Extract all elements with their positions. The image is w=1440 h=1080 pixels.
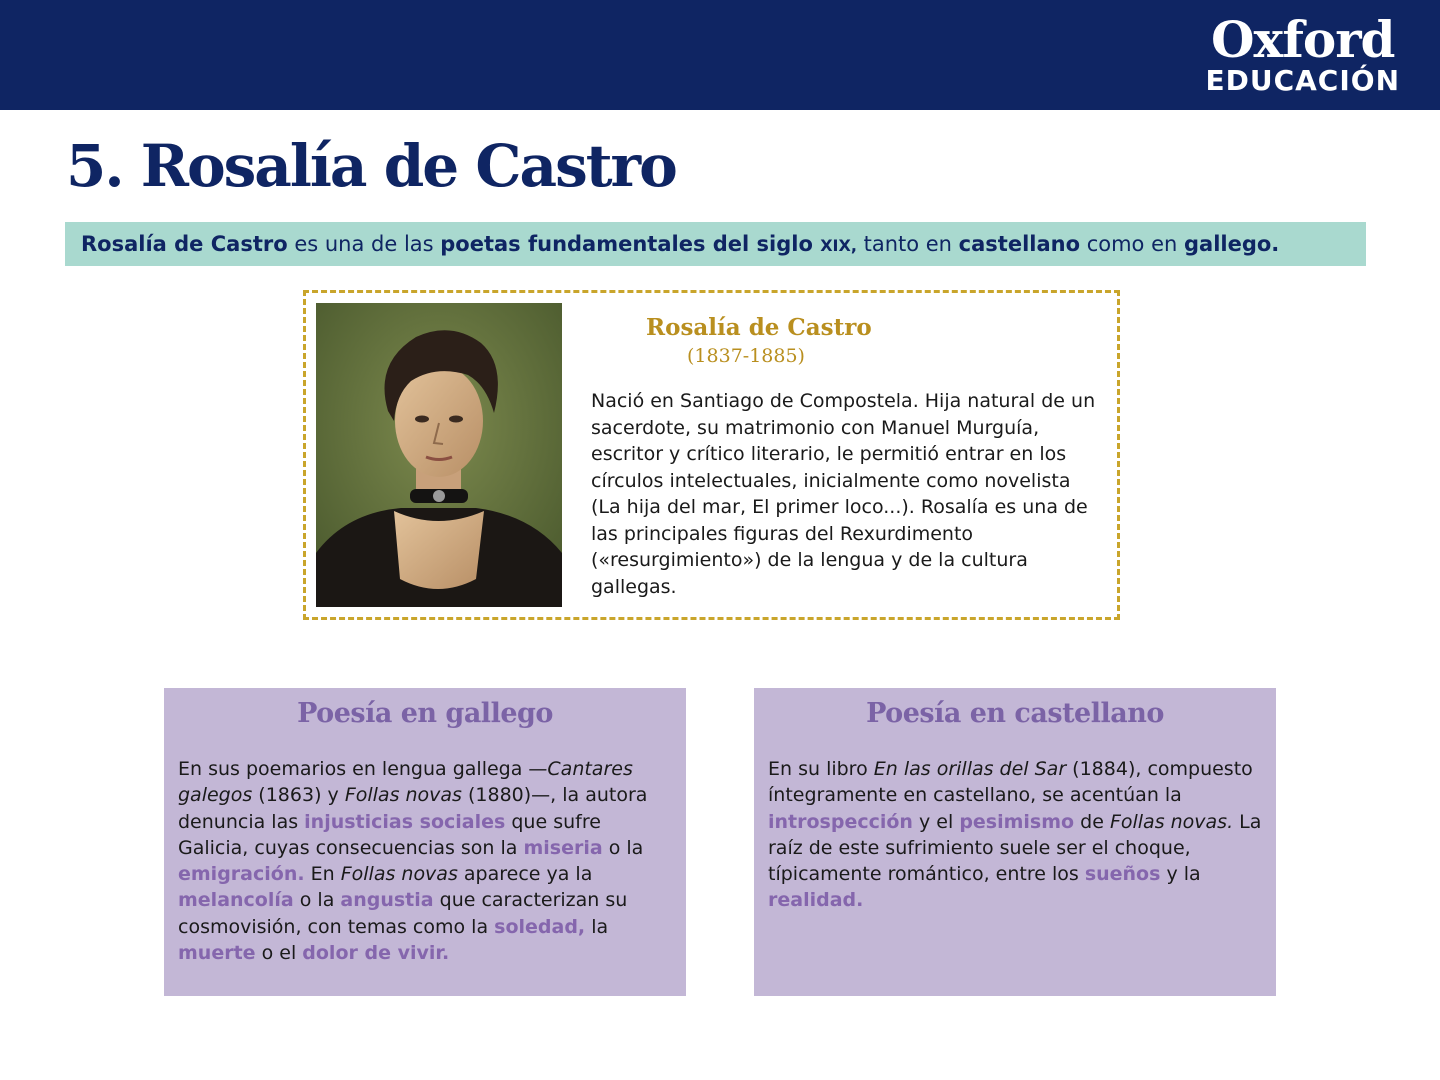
text-span: o la [293,889,341,912]
intro-century: XIX, [820,236,857,255]
biography-card [303,290,1120,620]
highlight-term: dolor de vivir. [302,942,450,965]
bio-name: Rosalía de Castro [646,314,872,341]
highlight-term: soledad, [494,915,586,938]
text-span: que sufre Galicia, cuyas consecuencias son la [178,810,601,859]
header-bar [0,0,1440,110]
panel-gallego-text [178,756,672,966]
work-title: Follas novas [340,863,458,886]
text-span: que caracterizan su cosmovisión, con temas como la [178,889,628,938]
logo-subtitle: EDUCACIÓN [1205,64,1400,97]
portrait-image [316,303,562,607]
highlight-term: emigración. [178,863,305,886]
oxford-logo [1205,10,1400,97]
text-span: (1884), compuesto íntegramente en castellano, se acentúan la [768,758,1253,807]
text-span: o el [255,942,303,965]
highlight-term: melancolía [178,889,294,912]
panel-castellano-title: Poesía en castellano [866,698,1164,729]
text-span: aparece ya la [457,863,593,886]
highlight-term: realidad. [768,889,864,912]
highlight-term: injusticias sociales [304,810,506,833]
highlight-term: pesimismo [959,810,1075,833]
intro-bold-3: gallego. [1184,232,1280,256]
text-span: o la [602,836,644,859]
highlight-term: muerte [178,942,256,965]
panel-gallego [164,688,686,996]
highlight-term: sueños [1084,863,1161,886]
panel-gallego-title: Poesía en gallego [297,698,553,729]
text-span: de [1074,810,1110,833]
text-span: La raíz de este sufrimiento suele ser el choque, típicamente romántico, entre los [768,810,1262,886]
highlight-term: angustia [340,889,434,912]
text-span: En sus poemarios en lengua gallega — [178,758,548,780]
panel-castellano [754,688,1276,996]
intro-bold-2: castellano [958,232,1081,256]
panel-castellano-text [768,756,1262,914]
highlight-term: miseria [523,836,603,859]
text-span: la [585,915,609,938]
logo-word: Oxford [1210,10,1395,69]
intro-text-1: es una de las [287,232,441,256]
text-span: En su libro [768,758,874,780]
page-title: 5. Rosalía de Castro [66,132,676,200]
work-title: Follas novas [344,784,462,807]
bio-text: Nació en Santiago de Compostela. Hija natural de un sacerdote, su matrimonio con Manuel Murguía, escritor y crítico literario, le permitió entrar en los círculos intelectuales, inicialmente como novelista (La hija del mar, El primer loco...). Rosalía es una de las principales figuras del Rexurdimento («resurgimiento») de la lengua y de la cultura gallegas. [591,390,1096,598]
bio-header [646,313,872,369]
intro-text-2: tanto en [856,232,959,256]
bio-dates: (1837-1885) [687,345,805,367]
intro-text-3: como en [1080,232,1184,256]
intro-banner [65,222,1366,266]
work-title: Follas novas. [1109,810,1234,833]
intro-name: Rosalía de Castro [81,232,288,256]
text-span: (1863) y [252,784,345,807]
work-title: En las orillas del Sar [873,758,1067,780]
text-span: En [304,863,341,886]
text-span: y el [912,810,960,833]
intro-bold-1: poetas fundamentales del siglo [440,232,821,256]
text-span: y la [1160,863,1201,886]
work-title: Cantares galegos [178,758,633,807]
highlight-term: introspección [768,810,913,833]
text-span: (1880)—, la autora denuncia las [178,784,648,833]
